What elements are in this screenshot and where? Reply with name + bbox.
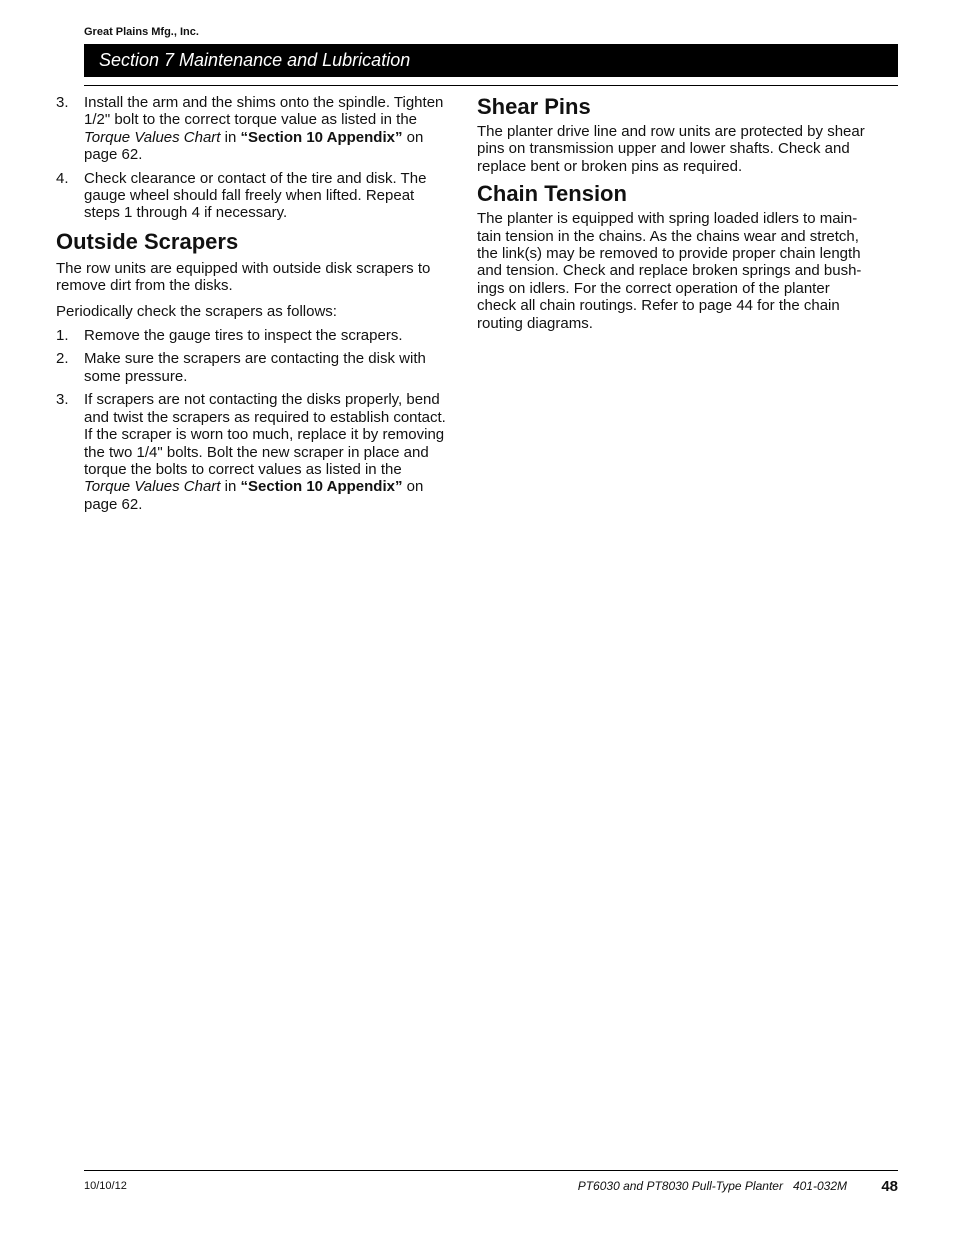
chain-tension-text: The planter is equipped with spring loaded idlers to maintain tension in the chains. As the chains wear and stretch, the link(s) may be removed to provide proper chain length and tension. Check and replace broken springs and bushings on idlers. For the correct operation of the planter check all chain routings. Refer to page 44 for the chain routing diagrams.: [477, 210, 862, 332]
step-4-text: Check clearance or contact of the tire and disk. The gauge wheel should fall freely when lifted. Repeat steps 1 through 4 if necessary.: [84, 169, 427, 222]
list-number: 2.: [56, 350, 69, 368]
list-item-scraper-1: [56, 327, 448, 344]
torque-chart-ref: Torque Values Chart: [84, 128, 221, 146]
list-number: 3.: [56, 391, 69, 409]
heading-outside-scrapers: Outside Scrapers: [56, 228, 239, 254]
right-column: [477, 94, 873, 332]
list-number: 1.: [56, 327, 69, 345]
list-item-step-4: [56, 170, 448, 222]
page-number: 48: [881, 1178, 898, 1195]
list-item-step-3: [56, 94, 448, 164]
torque-chart-ref: Torque Values Chart: [84, 478, 221, 496]
footer-document-title: PT6030 and PT8030 Pull-Type Planter 401-032M: [577, 1179, 847, 1193]
appendix-link[interactable]: “Section 10 Appendix”: [240, 128, 403, 146]
company-name: Great Plains Mfg., Inc.: [84, 26, 199, 38]
list-item-scraper-2: [56, 350, 448, 385]
section-title: Section 7 Maintenance and Lubrication: [99, 50, 411, 70]
step-3-text: Install the arm and the shims onto the spindle. Tighten 1/2" bolt to the correct torque value as listed in the: [84, 94, 444, 129]
footer-rule: [84, 1170, 898, 1171]
scraper-step-3: If scrapers are not contacting the disks properly, bend and twist the scrapers as required to establish contact. If the scraper is worn too much, replace it by removing the two 1/4" bolts. Bolt the new scraper in place and torque the bolts to correct values as listed in the: [84, 391, 446, 478]
list-number: 4.: [56, 169, 69, 187]
heading-chain-tension: Chain Tension: [477, 181, 627, 207]
heading-shear-pins: Shear Pins: [477, 94, 591, 119]
footer-date: 10/10/12: [84, 1180, 127, 1192]
step-3-tail: on page 62.: [84, 128, 424, 164]
left-column: [56, 94, 448, 519]
scraper-step-2: Make sure the scrapers are contacting the disk with some pressure.: [84, 350, 426, 385]
header-rule: [84, 85, 898, 86]
scraper-step-3-tail: on page 62.: [84, 478, 424, 513]
section-banner: [84, 44, 898, 77]
in-text: in: [220, 128, 241, 146]
appendix-link[interactable]: “Section 10 Appendix”: [240, 478, 403, 496]
scrapers-intro: The row units are equipped with outside disk scrapers to remove dirt from the disks.: [56, 259, 431, 295]
shear-pins-text: The planter drive line and row units are protected by shear pins on transmission upper and lower shafts. Check and replace bent or broken pins as required.: [477, 123, 865, 175]
list-item-scraper-3: [56, 391, 448, 513]
in-text: in: [220, 478, 241, 496]
scrapers-periodic: Periodically check the scrapers as follows:: [56, 302, 337, 320]
scraper-step-1: Remove the gauge tires to inspect the scrapers.: [84, 327, 403, 345]
list-number: 3.: [56, 94, 69, 111]
